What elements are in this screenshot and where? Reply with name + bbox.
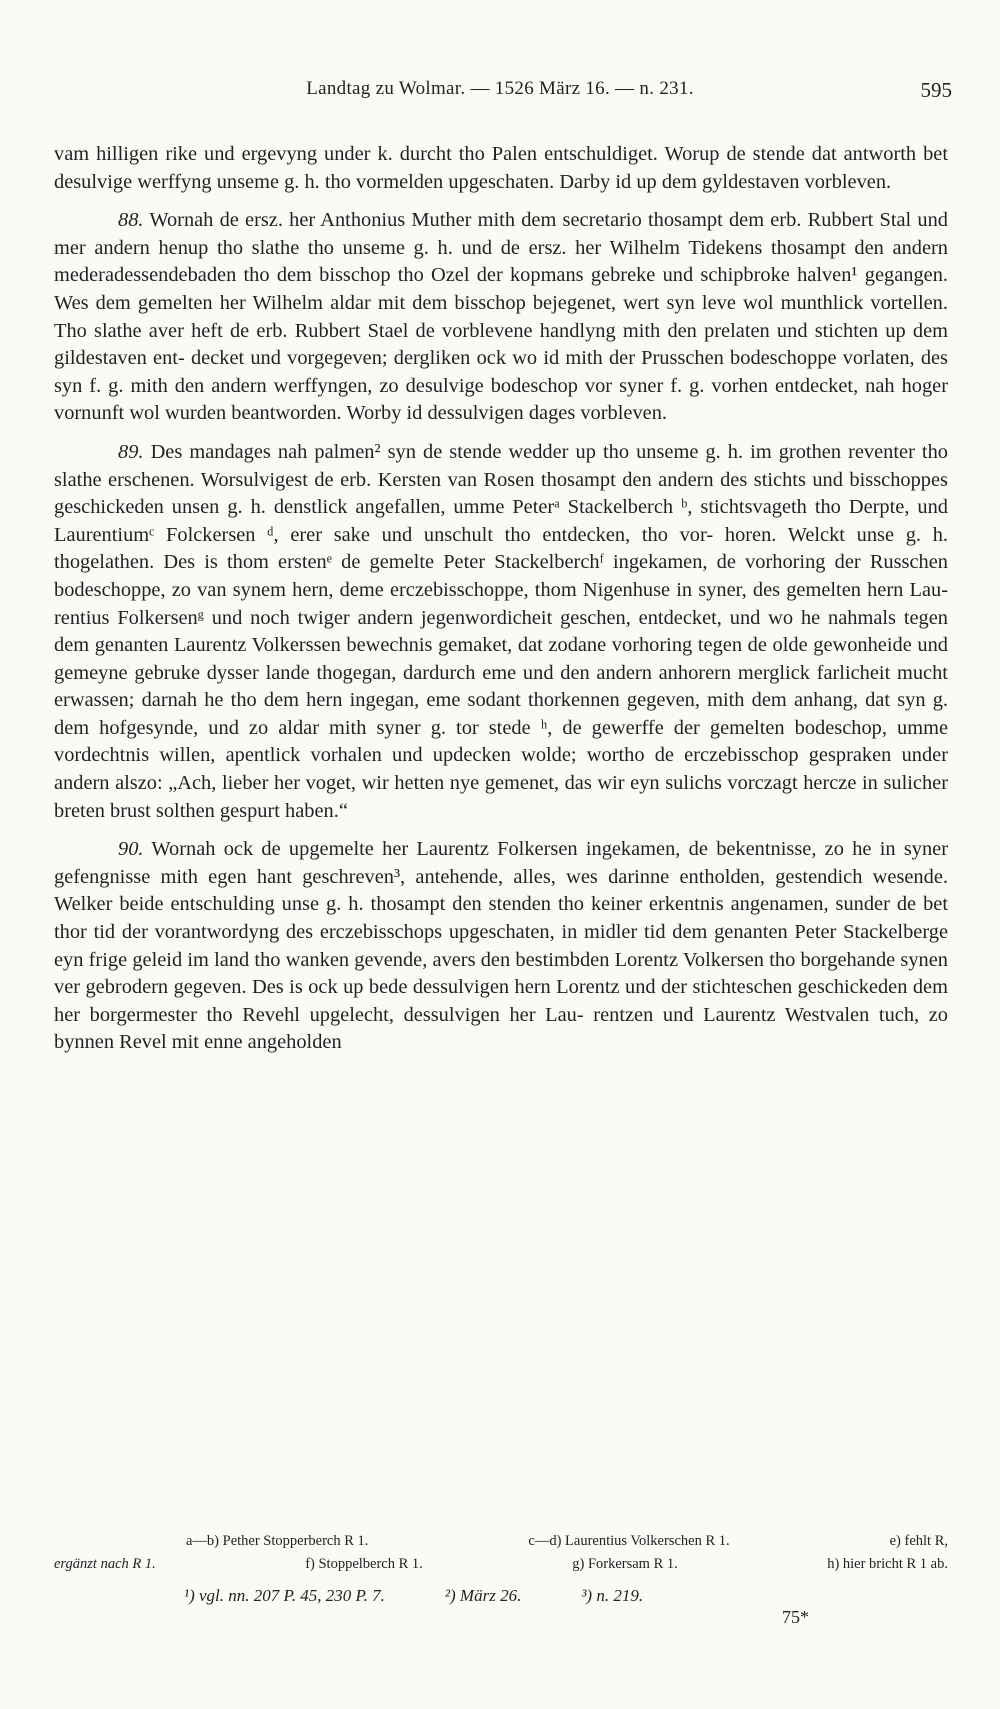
page-header <box>0 78 1000 108</box>
text-line: Worby id dessulvigen dages vorbleven. <box>346 402 667 425</box>
text-line: dat zodane vorhoring tegen de olde gewonheide und gemeyne gebruke dysser <box>54 634 948 684</box>
critical-apparatus <box>54 1530 948 1576</box>
text-line: de ersz. her Wilhelm Tidekens thosampt den andern mederadessendebaden tho <box>54 236 948 287</box>
text-line: decket und vorgegeven; dergliken ock wo id mith der Prusschen bodeschoppe <box>190 347 837 370</box>
critical-note: f) Stoppelberch R 1. <box>305 1556 423 1572</box>
text-line: dem bisschop tho Ozel der kopmans gebreke und schipbroke halven¹ gegangen. <box>276 264 948 287</box>
text-line: hern, deme erczebisschoppe, thom Nigenhuse in syner, des gemelten hern Lau- <box>292 578 948 601</box>
text-line: rentius Folkersenᵍ und noch twiger andern jegenwordicheit geschen, entdecket, <box>54 606 722 629</box>
text-line: upgeschaten. Darby id up dem gyldestaven vorbleven. <box>448 170 892 193</box>
footnotes-area <box>54 1530 948 1606</box>
footnote: ¹) vgl. nn. 207 P. 45, 230 P. 7. <box>184 1586 385 1605</box>
text-line: bekentnisse, zo he in syner gefengnisse mith egen hant geschreven³, antehende, <box>54 838 949 888</box>
text-line: h. denstlick angefallen, umme Peterᵃ Stackelberch ᵇ, stichtsvageth tho Derpte, <box>250 496 910 519</box>
text-line: vam hilligen rike und ergevyng under k. durcht tho Palen entschuldiget. Worup <box>54 143 720 165</box>
footnote: ³) n. 219. <box>581 1586 644 1605</box>
text-line: alles, wes darinne entholden, gestendich wesende. Welker beide entschulding <box>54 865 948 916</box>
text-line: Wornah de ersz. her Anthonius Muther mith dem secretario thosampt <box>149 209 723 232</box>
text-line: gegeven. Des is ock up bede dessulvigen hern Lorentz und der stichteschen <box>173 976 793 999</box>
text-line: unse g. h. thosampt den stenden tho keiner erkentnis angenamen, sunder de bet <box>281 893 948 916</box>
critical-note: ergänzt nach R 1. <box>54 1556 156 1572</box>
text-line: mucht erwassen; darnah he tho dem hern ingegan, eme sodant thorkennen <box>54 661 948 712</box>
text-line: gegeven, mith dem anhang, dat syn g. dem hofgesynde, und zo aldar mith syner <box>54 689 948 739</box>
text-line: dem erb. Rubbert Stal und mer andern henup tho slathe tho unseme g. h. und <box>54 209 948 259</box>
critical-apparatus-row <box>54 1530 948 1553</box>
text-line: und wo he nahmals tegen dem genanten Laurentz Volkerssen bewechnis gemaket, <box>54 606 948 657</box>
section-number: 90. <box>118 838 144 861</box>
text-line: Des mandages nah palmen² syn de stende wedder up tho unseme g. <box>150 440 721 463</box>
text-line: syner f. g. vorhen entdecket, nah hoger vornunft wol wurden beantworden. <box>54 374 948 425</box>
text-line: vorlaten, des syn f. g. mith den andern werffyngen, zo desulvige bodeschop vor <box>54 347 948 397</box>
critical-note: h) hier bricht R 1 ab. <box>827 1556 948 1572</box>
text-line: Wornah ock de upgemelte her Laurentz Folkersen ingekamen, de <box>151 838 708 861</box>
section-number: 88. <box>118 209 144 232</box>
text-line: h. im grothen reventer tho slathe erschenen. Worsulvigest de erb. Kersten van <box>54 440 948 491</box>
section-paragraph <box>54 836 948 1057</box>
text-line: Stackelberchᶠ ingekamen, de vorhoring der Russchen bodeschoppe, zo van synem <box>54 551 948 601</box>
section-number: 89. <box>118 440 144 463</box>
text-line: g. tor stede ʰ, de gewerffe der gemelten bodeschop, umme vordechtnis willen, <box>54 716 948 767</box>
text-line: leve wol munthlick vortellen. Tho slathe aver heft de erb. Rubbert Stael de <box>54 291 948 342</box>
text-line: eyn sulichs vorczagt hercze in sulicher breten brust solthen gespurt haben.“ <box>54 772 949 822</box>
text-line: avers den bestimbden Lorentz Volkersen tho borgehande synen ver gebrodern <box>54 948 948 999</box>
paragraph <box>54 141 948 196</box>
text-line: de stende dat antworth bet desulvige werffyng unseme g. h. tho vormelden <box>54 143 948 193</box>
critical-note: g) Forkersam R 1. <box>572 1556 678 1572</box>
text-line: under andern alszo: „Ach, lieber her voget, wir hetten nye gemenet, das wir <box>54 744 948 795</box>
text-line: Wes dem gemelten her Wilhelm aldar mit dem bisschop bejegenet, wert syn <box>54 291 695 314</box>
section-paragraph <box>54 207 948 428</box>
text-line: genanten Peter Stackelberge eyn frige geleid im land tho wanken gevende, <box>54 921 948 971</box>
text-line: horen. Welckt unse g. h. thogelathen. Des is thom erstenᵉ de gemelte Peter <box>54 523 948 574</box>
critical-note: e) fehlt R, <box>889 1533 948 1549</box>
text-line: thor tid der vorantwordyng des erczebisschops upgeschaten, in midler tid dem <box>54 921 708 944</box>
page-number: 595 <box>920 78 952 102</box>
section-paragraph <box>54 439 948 825</box>
running-title: Landtag zu Wolmar. — 1526 März 16. — n. 231. <box>306 78 694 99</box>
text-line: rentzen und Laurentz Westvalen tuch, zo bynnen Revel mit enne angeholden <box>54 1003 948 1054</box>
text-line: lande thogegan, dardurch eme und den andern anhorern merglick farlicheit <box>265 661 891 684</box>
critical-note: c—d) Laurentius Volkerschen R 1. <box>528 1533 730 1549</box>
text-line: geschickeden dem her borgermester tho Revehl upgelecht, dessulvigen her Lau- <box>54 976 948 1026</box>
body-text <box>54 141 948 1057</box>
footnote-list <box>54 1586 948 1606</box>
text-line: und Laurentiumᶜ Folckersen ᵈ, erer sake und unschult tho entdecken, tho vor- <box>54 496 948 546</box>
footnote: ²) März 26. <box>444 1586 522 1605</box>
critical-apparatus-row <box>54 1553 948 1576</box>
text-line: Rosen thosampt den andern des stichts und bisschoppes geschickeden unsen g. <box>54 468 948 519</box>
text-line: vorblevene handlyng mith den prelaten und stichten up dem gildestaven ent- <box>54 319 948 370</box>
sheet-signature: 75* <box>782 1607 809 1627</box>
critical-note: a—b) Pether Stopperberch R 1. <box>186 1533 369 1549</box>
text-line: apentlick vorhalen und updecken wolde; wortho de erczebisschop gespraken <box>225 744 892 767</box>
